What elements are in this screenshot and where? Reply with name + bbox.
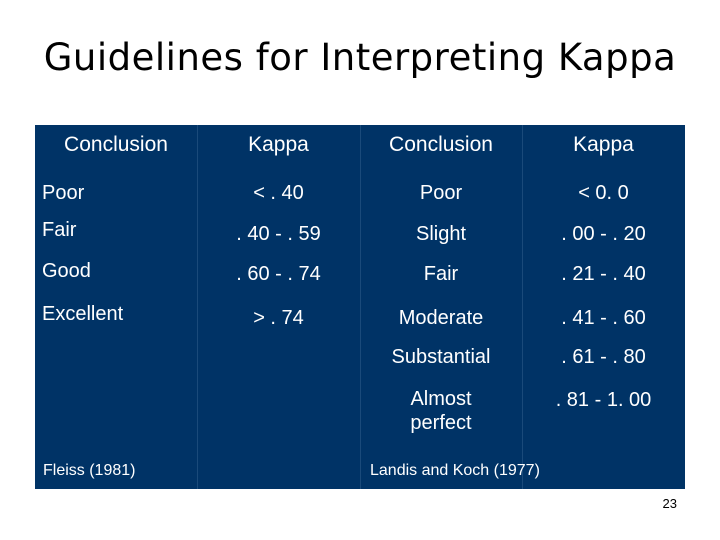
fleiss-conclusion-good: Good [42,260,91,282]
landis-kappa-almost-perfect: . 81 - 1. 00 [555,389,652,411]
header-kappa-landis: Kappa [573,133,634,156]
landis-kappa-fair: . 21 - . 40 [561,263,646,285]
header-conclusion-landis: Conclusion [389,133,493,156]
landis-conclusion-slight: Slight [415,223,467,245]
landis-conclusion-poor: Poor [419,182,463,204]
landis-kappa-poor: < 0. 0 [578,182,629,204]
landis-conclusion-fair: Fair [423,263,459,285]
landis-kappa-slight: . 00 - . 20 [561,223,646,245]
landis-conclusion-almost-perfect [360,387,522,435]
fleiss-conclusion-fair: Fair [42,219,77,241]
header-conclusion-fleiss: Conclusion [64,133,168,156]
almost-perfect-line-2: perfect [410,412,472,434]
page-number: 23 [662,496,677,511]
landis-kappa-substantial: . 61 - . 80 [561,346,646,368]
landis-conclusion-substantial: Substantial [391,346,491,368]
fleiss-kappa-excellent: > . 74 [253,307,304,329]
fleiss-kappa-good: . 60 - . 74 [236,263,321,285]
slide-title: Guidelines for Interpreting Kappa [43,36,677,79]
fleiss-kappa-poor: < . 40 [253,182,304,204]
source-landis-koch: Landis and Koch (1977) [370,462,540,479]
header-kappa-fleiss: Kappa [248,133,309,156]
fleiss-conclusion-poor: Poor [42,182,85,204]
source-fleiss: Fleiss (1981) [43,462,136,479]
landis-kappa-moderate: . 41 - . 60 [561,307,646,329]
fleiss-conclusion-excellent: Excellent [42,303,124,325]
almost-perfect-line-1: Almost [410,388,472,410]
landis-conclusion-moderate: Moderate [398,307,484,329]
fleiss-kappa-fair: . 40 - . 59 [236,223,321,245]
